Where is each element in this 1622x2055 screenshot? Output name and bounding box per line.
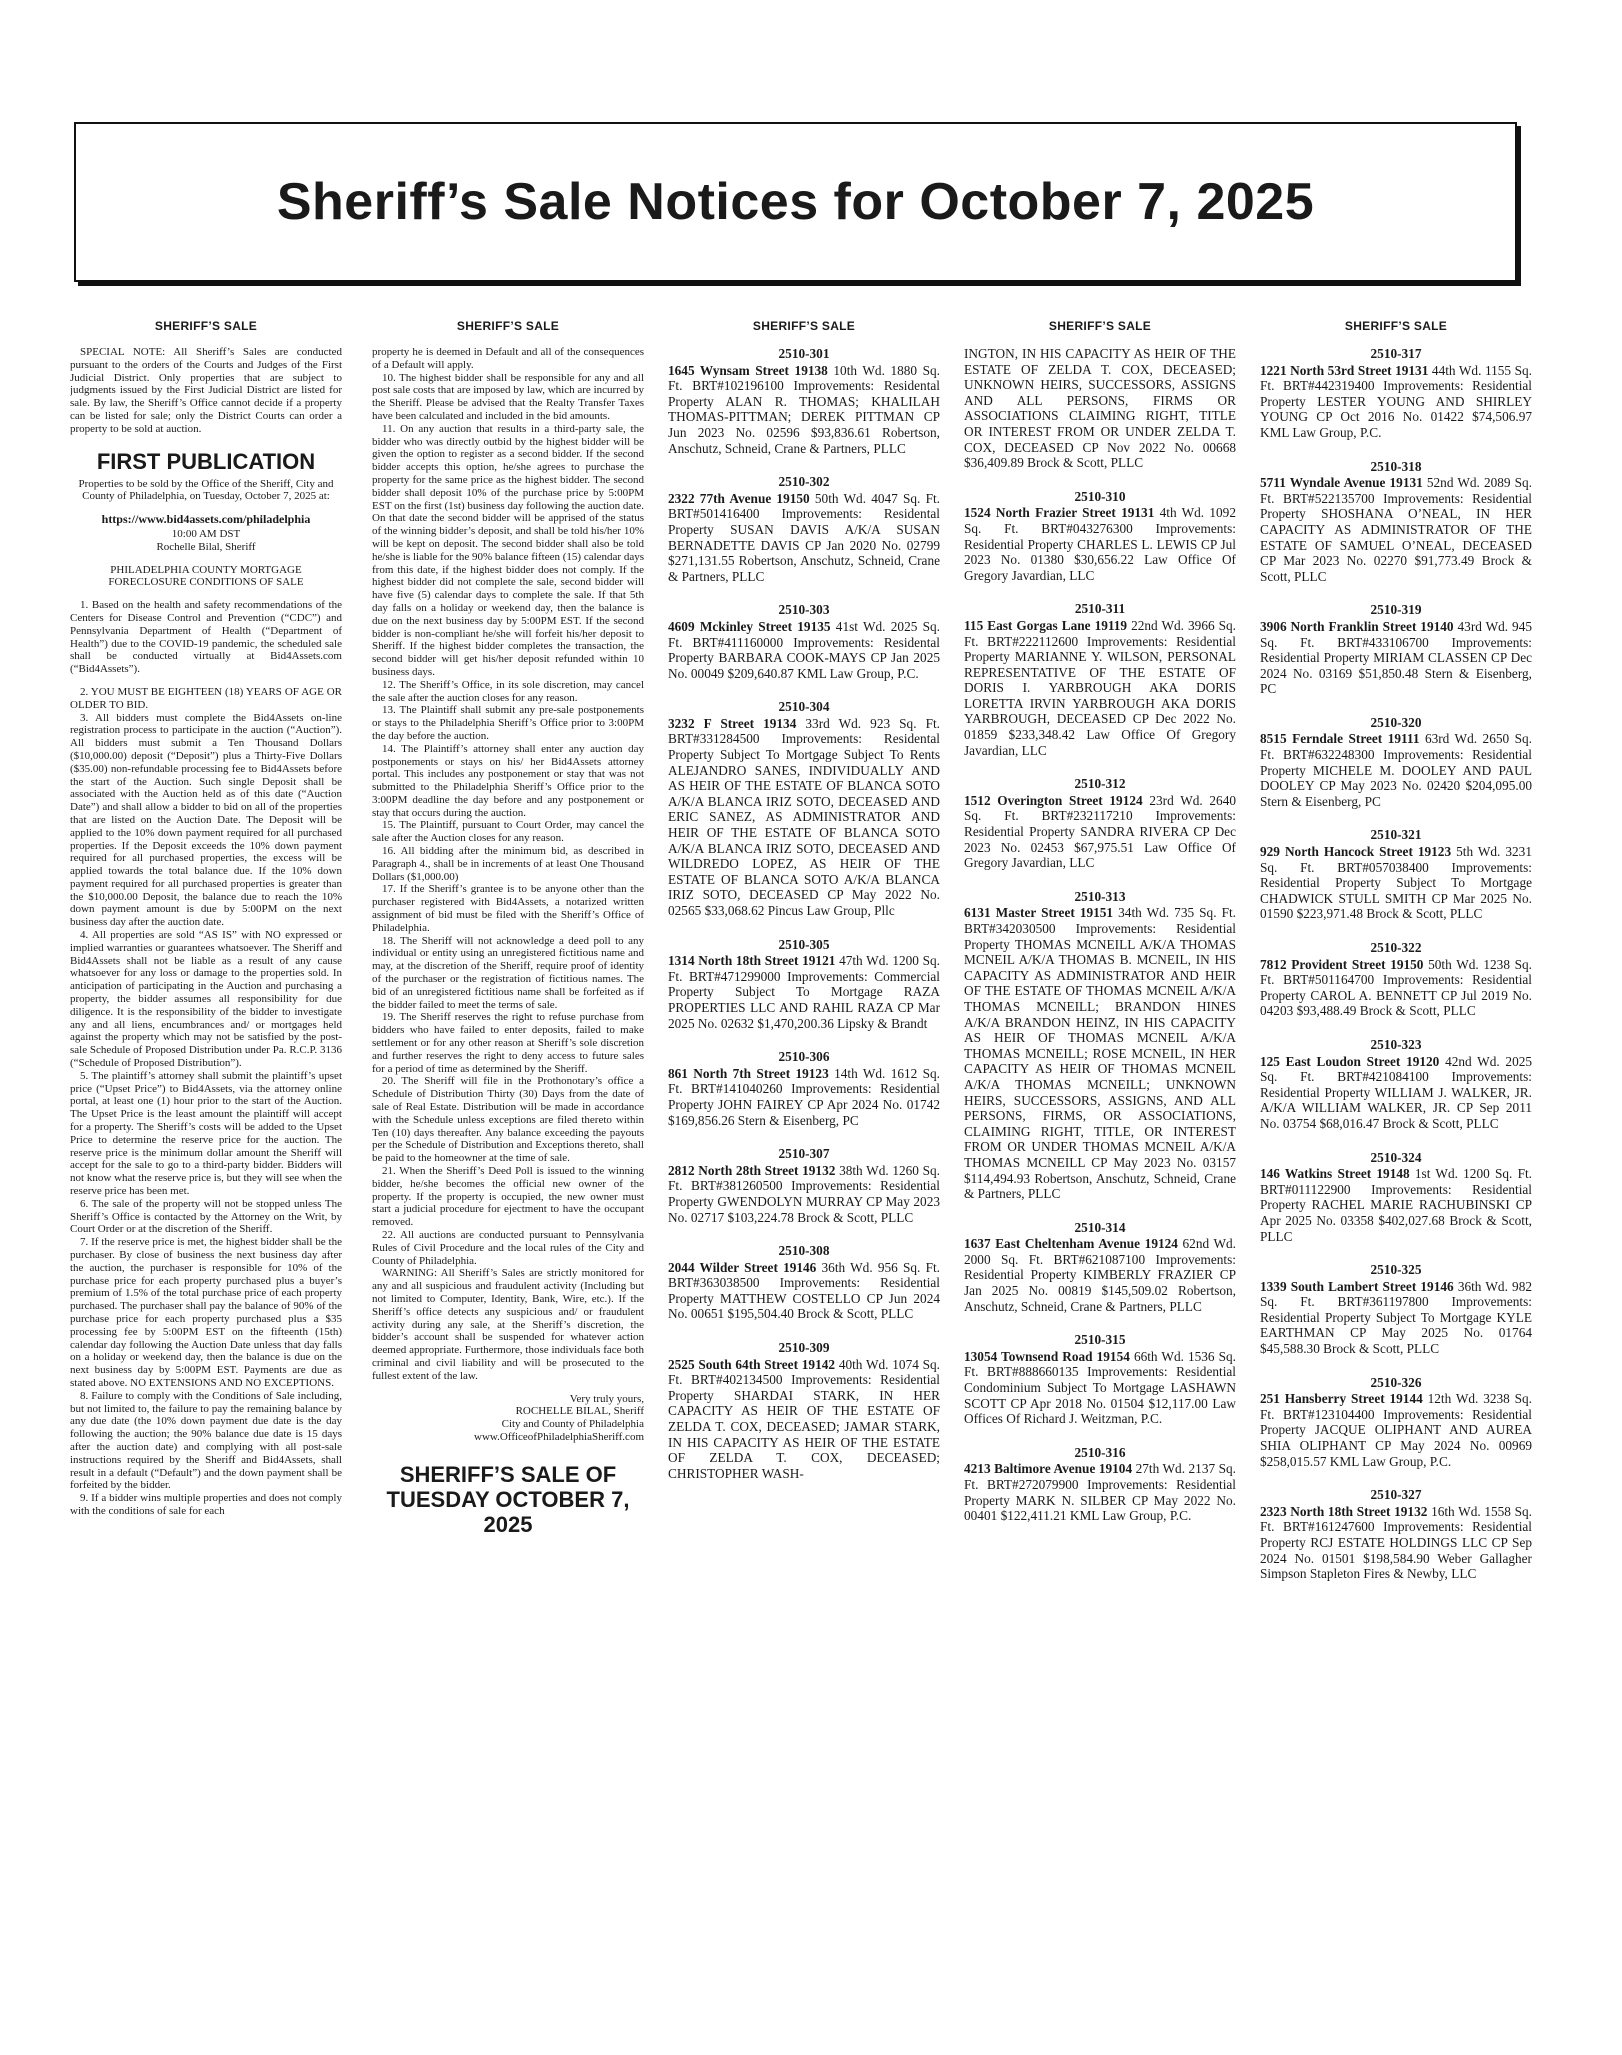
listing-details: 38th Wd. 1260 Sq. Ft. BRT#381260500 Improvements: Residential Property GWENDOLYN MURRAY CP May 2023 No. 02717 $103,224.78 Brock & Scott, PLLC	[668, 1162, 940, 1225]
condition-13: 13. The Plaintiff shall submit any pre-sale postponements or stays to the Philadelphia Sheriff’s Office prior to 3:00PM the day before the auction.	[372, 704, 644, 742]
listing-body	[964, 1349, 1236, 1427]
condition-12: 12. The Sheriff’s Office, in its sole discretion, may cancel the sale after the auction closes for any reason.	[372, 678, 644, 704]
listing-details: 40th Wd. 1074 Sq. Ft. BRT#402134500 Improvements: Residential Property SHARDAI STARK, IN HER CAPACITY AS HEIR OF THE ESTATE OF ZELDA T. COX, DECEASED; JAMAR STARK, IN HIS CAPACITY AS HEIR OF THE ESTATE OF ZELDA T. COX, DECEASED; CHRISTOPHER WASH-	[668, 1356, 940, 1481]
sale-date-promo: SHERIFF’S SALE OF TUESDAY OCTOBER 7, 2025	[386, 1461, 630, 1537]
listing-body	[668, 619, 940, 681]
listing-number: 2510-323	[1370, 1036, 1422, 1052]
listing-details: 62nd Wd. 2000 Sq. Ft. BRT#621087100 Improvements: Residential Property KIMBERLY FRAZIER CP Jan 2025 No. 00819 $145,509.02 Robertson, Anschutz, Schneid, Crane & Partners, PLLC	[964, 1236, 1236, 1314]
listing-details: 36th Wd. 956 Sq. Ft. BRT#363038500 Improvements: Residential Property MATTHEW COSTELLO CP Jun 2024 No. 00651 $195,504.40 Brock & Scott, PLLC	[668, 1259, 940, 1322]
page-title: Sheriff’s Sale Notices for October 7, 2025	[276, 173, 1315, 231]
listing-number: 2510-326	[1370, 1374, 1422, 1390]
listing-number: 2510-306	[778, 1049, 830, 1065]
listing-address: 8515 Ferndale Street 19111	[1260, 731, 1420, 747]
condition-22: 22. All auctions are conducted pursuant to Pennsylvania Rules of Civil Procedure and the local rules of the City and County of Philadelphia.	[372, 1228, 644, 1267]
listing-number: 2510-319	[1370, 602, 1422, 618]
condition-2: 2. YOU MUST BE EIGHTEEN (18) YEARS OF AGE OR OLDER TO BID.	[70, 685, 342, 711]
listing-body	[1260, 363, 1532, 441]
condition-15: 15. The Plaintiff, pursuant to Court Order, may cancel the sale after the Auction closes for any reason.	[372, 819, 644, 845]
listing-body	[964, 905, 1236, 1201]
sale-listing	[668, 1146, 940, 1225]
listing-details: 12th Wd. 3238 Sq. Ft. BRT#123104400 Improvements: Residential Property JACQUE OLIPHANT AND AUREA SHIA OLIPHANT CP May 2024 No. 00969 $258,015.57 KML Law Group, P.C.	[1260, 1391, 1532, 1469]
continued-listing: INGTON, IN HIS CAPACITY AS HEIR OF THE ESTATE OF ZELDA T. COX, DECEASED; UNKNOWN HEIRS, SUCCESSORS, ASSIGNS AND ALL PERSONS, FIRMS OR ASSOCIATIONS CLAIMING RIGHT, TITLE OR INTEREST FROM OR UNDER ZELDA T. COX, DECEASED CP Nov 2022 No. 00668 $36,409.89 Brock & Scott, PLLC	[964, 346, 1236, 471]
column-3	[668, 318, 940, 2038]
listing-number: 2510-316	[1074, 1444, 1126, 1460]
sale-listing	[668, 1243, 940, 1322]
condition-11: 11. On any auction that results in a third-party sale, the bidder who was directly outbid by the highest bidder will be given the option to register as a second bidder. If the second bidder accepts this option, he/she agrees to purchase the property for the same price as the highest bidder. The second bidder shall deposit 10% of the purchase price by 5:00PM EST on the first (1st) business day following the auction date. On that date the second bidder will be apprised of the status of the winning bidder’s deposit, and shall be told his/her 10% will be kept on deposit. The second bidder shall also be told he/she is liable for the 90% balance fifteen (15) calendar days from this date, if the highest bidder does not comply. If the highest bidder did not complete the sale, second bidder will have five (5) calendar days to complete the sale. If that 5th day falls on a holiday or weekend day, then the balance is due on the next business day by 5:00PM EST. If the second bidder is non-compliant he/she will forfeit his/her deposit to Sheriff. If the highest bidder completes the transaction, the second bidder will get his/her deposit refunded within 10 business days.	[372, 422, 644, 678]
closing: Very truly yours,	[569, 1392, 644, 1405]
listing-body	[668, 1357, 940, 1482]
listing-number: 2510-313	[1074, 888, 1126, 904]
condition-1: 1. Based on the health and safety recommendations of the Centers for Disease Control and Prevention (“CDC”) and Pennsylvania Department of Health (“Department of Health”) due to the COVID-19 pandemic, the scheduled sale shall be conducted virtually at Bid4Assets.com (“Bid4Assets”).	[70, 599, 342, 676]
auction-time: 10:00 AM DST	[171, 527, 241, 540]
listing-body	[1260, 1504, 1532, 1582]
sale-listing	[1260, 827, 1532, 922]
listing-details: 14th Wd. 1612 Sq. Ft. BRT#141040260 Improvements: Residential Property JOHN FAIREY CP Apr 2024 No. 01742 $169,856.26 Stern & Eisenberg, PC	[668, 1065, 940, 1128]
listing-address: 1221 North 53rd Street 19131	[1260, 362, 1429, 378]
listing-body	[668, 953, 940, 1031]
sheriff-name: Rochelle Bilal, Sheriff	[156, 540, 256, 553]
listing-body	[1260, 731, 1532, 809]
listing-body	[668, 716, 940, 919]
listing-address: 1637 East Cheltenham Avenue 19124	[964, 1236, 1178, 1252]
listing-address: 7812 Provident Street 19150	[1260, 956, 1424, 972]
condition-17: 17. If the Sheriff’s grantee is to be anyone other than the purchaser registered with Bid4Assets, a notarized written assignment of bid must be filed with the Sheriff’s Office of Philadelphia.	[372, 883, 644, 934]
sale-listing	[964, 1332, 1236, 1427]
listing-address: 6131 Master Street 19151	[964, 905, 1114, 921]
sale-listing	[964, 489, 1236, 584]
first-publication-heading: FIRST PUBLICATION	[96, 448, 316, 474]
listing-body	[668, 363, 940, 457]
listing-number: 2510-308	[778, 1243, 830, 1259]
title-banner	[74, 122, 1517, 282]
listing-details: 22nd Wd. 3966 Sq. Ft. BRT#222112600 Improvements: Residential Property MARIANNE Y. WILSON, PERSONAL REPRESENTATIVE OF THE ESTATE OF DORIS I. YARBROUGH AKA DORIS LORETTA IRVIN YARBROUGH AKA DORIS YARBROUGH, DECEASED CP Dec 2022 No. 01859 $233,348.42 Law Office Of Gregory Javardian, LLC	[964, 617, 1236, 758]
listing-details: 41st Wd. 2025 Sq. Ft. BRT#411160000 Improvements: Residental Property BARBARA COOK-MAYS CP Jan 2025 No. 00049 $209,640.87 KML Law Group, P.C.	[668, 618, 940, 681]
listing-number: 2510-324	[1370, 1149, 1422, 1165]
conditions-text-part2	[372, 346, 644, 1537]
listing-body	[1260, 475, 1532, 584]
listing-number: 2510-327	[1370, 1487, 1422, 1503]
listing-number: 2510-311	[1074, 601, 1126, 617]
listing-number: 2510-315	[1074, 1332, 1126, 1348]
listing-body	[668, 1066, 940, 1128]
listing-body	[964, 793, 1236, 871]
listing-body	[964, 505, 1236, 583]
conditions-title: PHILADELPHIA COUNTY MORTGAGE FORECLOSURE CONDITIONS OF SALE	[108, 563, 304, 589]
column-4	[964, 318, 1236, 2038]
listing-number: 2510-304	[778, 699, 830, 715]
sale-listing	[668, 699, 940, 918]
sale-listing	[964, 1220, 1236, 1315]
listing-number: 2510-317	[1370, 346, 1422, 361]
condition-5: 5. The plaintiff’s attorney shall submit the plaintiff’s upset price (“Upset Price”) to Bid4Assets, via the attorney online portal, at least one (1) hour prior to the start of the Auction. The Upset Price is the least amount the plaintiff will accept for a property. The Sheriff’s costs will be added to the Upset Price to determine the reserve price for the auction. The reserve price is the minimum dollar amount the Sheriff will accept for the sale to go to a third-party bidder. Bidders will not know what the reserve price is, but they will see when the reserve price has been met.	[70, 1069, 342, 1198]
sale-listing	[964, 601, 1236, 758]
listing-details: 50th Wd. 1238 Sq. Ft. BRT#501164700 Improvements: Residential Property CAROL A. BENNETT CP Jul 2019 No. 04203 $93,488.49 Brock & Scott, PLLC	[1260, 956, 1532, 1019]
listing-body	[668, 1163, 940, 1225]
listing-number: 2510-312	[1074, 776, 1126, 792]
listing-details: 4th Wd. 1092 Sq. Ft. BRT#043276300 Improvements: Residential Property CHARLES L. LEWIS CP Jul 2023 No. 01380 $30,656.22 Law Office Of Gregory Javardian, LLC	[964, 505, 1236, 583]
listing-details: 44th Wd. 1155 Sq. Ft. BRT#442319400 Improvements: Residential Property LESTER YOUNG AND SHIRLEY YOUNG CP Oct 2016 No. 01422 $74,506.97 KML Law Group, P.C.	[1260, 362, 1532, 440]
listing-number: 2510-309	[778, 1340, 830, 1356]
listing-body	[1260, 1279, 1532, 1357]
listing-details: 43rd Wd. 945 Sq. Ft. BRT#433106700 Improvements: Residential Property MIRIAM CLASSEN CP Dec 2024 No. 03169 $51,850.48 Stern & Eisenberg, PC	[1260, 618, 1532, 697]
column-2	[372, 318, 644, 2038]
listing-address: 1512 Overington Street 19124	[964, 792, 1143, 808]
listing-body	[1260, 1054, 1532, 1132]
condition-9: 9. If a bidder wins multiple properties and does not comply with the conditions of sale for each	[70, 1492, 342, 1517]
sale-listing	[964, 776, 1236, 871]
warning-paragraph: WARNING: All Sheriff’s Sales are strictly monitored for any and all suspicious and fraudulent activity (Including but not limited to Computer, Identity, Bank, Wire, etc.). If the Sheriff’s office detects any suspicious and/ or fraudulent activity during any sale, at the Sheriff’s discretion, the bidder’s account shall be suspended for whatever action deemed appropriate. Furthermore, those individuals face both criminal and civil liability and will be prosecuted to the fullest extent of the law.	[372, 1267, 644, 1382]
listing-address: 2812 North 28th Street 19132	[668, 1162, 836, 1178]
condition-18: 18. The Sheriff will not acknowledge a deed poll to any individual or entity using an unregistered fictitious name and may, at the discretion of the Sheriff, require proof of identity of the purchaser or the registration of fictitious names. The bid of an unregistered fictitious name shall be forfeited as if the bidder failed to meet the terms of sale.	[372, 934, 644, 1011]
listing-address: 1645 Wynsam Street 19138	[668, 362, 828, 378]
listing-details: 66th Wd. 1536 Sq. Ft. BRT#888660135 Improvements: Residential Condominium Subject To Mortgage LASHAWN SCOTT CP Apr 2018 No. 01504 $12,117.00 Law Offices Of Richard J. Weitzman, P.C.	[964, 1348, 1236, 1427]
listing-number: 2510-321	[1370, 827, 1422, 843]
listing-number: 2510-314	[1074, 1219, 1126, 1235]
sale-listing	[1260, 1375, 1532, 1470]
listing-address: 115 East Gorgas Lane 19119	[964, 617, 1128, 633]
listing-body	[668, 1260, 940, 1322]
listing-number: 2510-318	[1370, 458, 1422, 474]
column-header: SHERIFF’S SALE	[1048, 319, 1152, 333]
sale-listing	[1260, 940, 1532, 1019]
condition-8: 8. Failure to comply with the Conditions of Sale including, but not limited to, the failure to pay the remaining balance by any due date (the 10% down payment due date is the day following the auction; the 90% balance due date is 15 days after the auction date) and complying with all post-sale instructions required by the Sheriff and Bid4Assets, shall result in a default (“Default”) and the down payment shall be forfeited by the bidder.	[70, 1389, 342, 1492]
listing-details: 36th Wd. 982 Sq. Ft. BRT#361197800 Improvements: Residential Property Subject To Mortgage KYLE EARTHMAN CP May 2025 No. 01764 $45,588.30 Brock & Scott, PLLC	[1260, 1278, 1532, 1357]
column-header: SHERIFF’S SALE	[154, 319, 258, 333]
columns	[70, 318, 1550, 2038]
listing-number: 2510-322	[1370, 940, 1422, 955]
sale-listing	[668, 937, 940, 1032]
listing-address: 251 Hansberry Street 19144	[1260, 1391, 1423, 1407]
listing-details: 5th Wd. 3231 Sq. Ft. BRT#057038400 Improvements: Residential Property Subject To Mortgage CHADWICK STULL SMITH CP Mar 2025 No. 01590 $223,971.48 Brock & Scott, PLLC	[1260, 844, 1532, 922]
listing-address: 13054 Townsend Road 19154	[964, 1348, 1130, 1364]
signature-website[interactable]: www.OfficeofPhiladelphiaSheriff.com	[474, 1430, 644, 1443]
listing-address: 2322 77th Avenue 19150	[668, 490, 810, 506]
listing-number: 2510-325	[1370, 1262, 1422, 1278]
listing-number: 2510-305	[778, 936, 830, 952]
condition-20: 20. The Sheriff will file in the Prothonotary’s office a Schedule of Distribution Thirty (30) Days from the date of sale of Real Estate. Distribution will be made in accordance with the Schedule unless exceptions are filed thereto within Ten (10) days thereafter. Any balance exceeding the payouts per the Schedule of Distribution and Exceptions thereto, shall be paid to the homeowner at the time of sale.	[372, 1075, 644, 1165]
condition-9-continued: property he is deemed in Default and all of the consequences of a Default will apply.	[372, 346, 644, 371]
sale-listing	[1260, 1150, 1532, 1245]
listing-address: 125 East Loudon Street 19120	[1260, 1053, 1440, 1069]
listing-body	[1260, 1391, 1532, 1469]
listing-address: 1314 North 18th Street 19121	[668, 953, 836, 969]
auction-url[interactable]: https://www.bid4assets.com/philadelphia	[101, 512, 311, 527]
sale-listing	[1260, 459, 1532, 585]
sale-listing	[668, 602, 940, 681]
listing-address: 2323 North 18th Street 19132	[1260, 1503, 1428, 1519]
condition-14: 14. The Plaintiff’s attorney shall enter any auction day postponements or stays on his/ her Bid4Assets attorney portal. This includes any postponement or stay that was not submitted to the Philadelphia Sheriff’s Office prior to the 3:00PM deadline the day before and any postponement or stay that occurs during the auction.	[372, 742, 644, 819]
listing-body	[1260, 844, 1532, 922]
sale-listing	[1260, 346, 1532, 441]
listing-details: 34th Wd. 735 Sq. Ft. BRT#342030500 Improvements: Residential Property THOMAS MCNEILL A/K/A THOMAS MCNEIL A/K/A THOMAS B. MCNEIL, IN HIS CAPACITY AS ADMINISTRATOR AND HEIR OF THE ESTATE OF THOMAS MCNEIL A/K/A THOMAS MCNEILL; BRANDON HINES A/K/A BRANDON HEINZ, IN HIS CAPACITY AS HEIR OF THOMAS MCNEIL A/K/A THOMAS MCNEILL; ROSE MCNEIL, IN HER CAPACITY AS HEIR OF THOMAS MCNEIL A/K/A THOMAS MCNEILL; UNKNOWN HEIRS, SUCCESSORS, ASSIGNS, AND ALL PERSONS, FIRMS, OR ASSOCIATIONS, CLAIMING RIGHT, TITLE, OR INTEREST FROM OR UNDER THOMAS MCNEIL A/K/A THOMAS MCNEILL CP May 2023 No. 03157 $114,494.93 Robertson, Anschutz, Schneid, Crane & Partners, PLLC	[964, 905, 1236, 1202]
listing-details: 1st Wd. 1200 Sq. Ft. BRT#011122900 Improvements: Residential Property RACHEL MARIE RACHUBINSKI CP Apr 2025 No. 03358 $402,027.68 Brock & Scott, PLLC	[1260, 1166, 1532, 1244]
listing-details: 52nd Wd. 2089 Sq. Ft. BRT#522135700 Improvements: Residential Property SHOSHANA O’NEAL, IN HER CAPACITY AS ADMINISTRATOR OF THE ESTATE OF SAMUEL O’NEAL, DECEASED CP Mar 2023 No. 02270 $91,773.49 Brock & Scott, PLLC	[1260, 475, 1532, 584]
column-header: SHERIFF’S SALE	[1344, 319, 1448, 333]
condition-4: 4. All properties are sold “AS IS” with NO expressed or implied warranties or guarantees whatsoever. The Sheriff and Bid4Assets shall not be liable as a result of any cause whatsoever for any loss or damage to the properties sold. In anticipation of participating in the Auction and purchasing a property, the bidder assumes all responsibility for due diligence. It is the responsibility of the bidder to investigate any and all liens, encumbrances and/ or mortgages held against the property which may not be satisfied by the post-sale Schedule of Proposed Distribution under Pa. R.C.P. 3136 (“Schedule of Proposed Distribution”).	[70, 929, 342, 1070]
sale-listing	[668, 346, 940, 456]
listing-body	[964, 1461, 1236, 1523]
listing-details: 27th Wd. 2137 Sq. Ft. BRT#272079900 Improvements: Residential Property MARK N. SILBER CP May 2022 No. 00401 $122,411.21 KML Law Group, P.C.	[964, 1461, 1236, 1524]
listing-body	[964, 618, 1236, 758]
listing-details: 47th Wd. 1200 Sq. Ft. BRT#471299000 Improvements: Commercial Property Subject To Mortgage RAZA PROPERTIES LLC AND RAHIL RAZA CP Mar 2025 No. 02632 $1,470,200.36 Lipsky & Brandt	[668, 953, 940, 1031]
special-note: SPECIAL NOTE: All Sheriff’s Sales are conducted pursuant to the orders of the Courts and Judges of the First Judicial District. Only properties that are subject to judgments issued by the First Judicial District are listed for sale. By law, the Sheriff’s Office cannot decide if a property can be listed for sale; only the District Courts can order a property to be sold at auction.	[70, 346, 342, 435]
column-header: SHERIFF’S SALE	[752, 319, 856, 333]
column-1	[70, 318, 342, 2038]
listing-address: 2044 Wilder Street 19146	[668, 1259, 817, 1275]
condition-10: 10. The highest bidder shall be responsible for any and all post sale costs that are imposed by law, which are incurred by the Sheriff. Please be advised that the Realty Transfer Taxes have been calculated and included in the bid amounts.	[372, 371, 644, 422]
listing-details: 10th Wd. 1880 Sq. Ft. BRT#102196100 Improvements: Residental Property ALAN R. THOMAS; KHALILAH THOMAS-PITTMAN; DEREK PITTMAN CP Jun 2023 No. 02596 $93,836.61 Robertson, Anschutz, Schneid, Crane & Partners, PLLC	[668, 362, 940, 456]
condition-19: 19. The Sheriff reserves the right to refuse purchase from bidders who have failed to enter deposits, failed to make settlement or for any other reason at Sheriff’s sole discretion and further reserves the right to deny access to future sales for a period of time as determined by the Sheriff.	[372, 1011, 644, 1075]
listing-number: 2510-302	[778, 474, 830, 490]
condition-7: 7. If the reserve price is met, the highest bidder shall be the purchaser. By close of business the next business day after the auction, the purchaser is responsible for 10% of the purchase price for each property purchased plus a buyer’s premium of 1.5% of the total purchase price of each property purchased. The purchaser shall pay the balance of 90% of the purchase price for each property purchased plus a $35 processing fee by 5:00PM EST on the fifteenth (15th) calendar day following the Auction Date unless that day falls on a holiday or weekend day, then the balance is due on the next business day by 5:00PM EST. Payments are due as stated above. NO EXTENSIONS AND NO EXCEPTIONS.	[70, 1236, 342, 1389]
listing-address: 2525 South 64th Street 19142	[668, 1356, 836, 1372]
listing-number: 2510-320	[1370, 714, 1422, 730]
sale-listing	[1260, 1487, 1532, 1582]
condition-21: 21. When the Sheriff’s Deed Poll is issued to the winning bidder, he/she becomes the official new owner of the property. If the property is occupied, the new owner must start a judicial procedure for ejectment to have the occupant removed.	[372, 1165, 644, 1229]
signature-city: City and County of Philadelphia	[501, 1418, 644, 1431]
condition-16: 16. All bidding after the minimum bid, as described in Paragraph 4., shall be in increments of at least One Thousand Dollars ($1,000.00)	[372, 845, 644, 883]
listing-details: 42nd Wd. 2025 Sq. Ft. BRT#421084100 Improvements: Residential Property WILLIAM J. WALKER, JR. A/K/A WILLIAM WALKER, JR. CP Sep 2011 No. 03754 $68,016.47 Brock & Scott, PLLC	[1260, 1053, 1532, 1131]
sale-listing	[668, 1049, 940, 1128]
listing-address: 4213 Baltimore Avenue 19104	[964, 1461, 1133, 1477]
listing-number: 2510-303	[778, 602, 830, 618]
sale-intro: Properties to be sold by the Office of the Sheriff, City and County of Philadelphia, on Tuesday, October 7, 2025 at:	[78, 477, 334, 503]
listing-address: 1339 South Lambert Street 19146	[1260, 1278, 1454, 1294]
sale-listing	[668, 1340, 940, 1481]
listing-address: 5711 Wyndale Avenue 19131	[1260, 475, 1423, 491]
sale-listing	[964, 889, 1236, 1202]
sale-listing	[964, 1445, 1236, 1524]
listing-address: 861 North 7th Street 19123	[668, 1065, 829, 1081]
listing-number: 2510-301	[778, 346, 830, 361]
listing-details: 16th Wd. 1558 Sq. Ft. BRT#161247600 Improvements: Residential Property RCJ ESTATE HOLDINGS LLC CP Sep 2024 No. 01501 $198,584.90 Weber Gallagher Simpson Stapleton Fires & Newby, LLC	[1260, 1503, 1532, 1582]
column-header: SHERIFF’S SALE	[456, 319, 560, 333]
listing-address: 3906 North Franklin Street 19140	[1260, 618, 1454, 634]
sale-listing	[1260, 602, 1532, 697]
listing-body	[1260, 619, 1532, 697]
listing-number: 2510-310	[1074, 488, 1126, 504]
column-5	[1260, 318, 1532, 2038]
listing-details: 33rd Wd. 923 Sq. Ft. BRT#331284500 Improvements: Residental Property Subject To Mortgage Subject To Rents ALEJANDRO SANES, INDIVIDUALLY AND AS HEIR OF THE ESTATE OF BLANCA SOTO A/K/A BLANCA IRIZ SOTO, DECEASED AND ERIC SANEZ, AS ADMINISTRATOR AND HEIR OF THE ESTATE OF BLANCA SOTO A/K/A BLANCA IRIZ SOTO, DECEASED AND WILDREDO LOPEZ, AS HEIR OF THE ESTATE OF BLANCA SOTO A/K/A BLANCA IRIZ SOTO, DECEASED CP May 2022 No. 02565 $33,068.62 Pincus Law Group, Pllc	[668, 715, 940, 918]
sale-listing	[1260, 1037, 1532, 1132]
listing-number: 2510-307	[778, 1146, 830, 1162]
signature-name: ROCHELLE BILAL, Sheriff	[515, 1405, 644, 1418]
listing-details: 23rd Wd. 2640 Sq. Ft. BRT#232117210 Improvements: Residential Property SANDRA RIVERA CP Dec 2023 No. 02453 $67,975.51 Law Office Of Gregory Javardian, LLC	[964, 792, 1236, 871]
sale-listing	[1260, 1262, 1532, 1357]
listing-address: 146 Watkins Street 19148	[1260, 1166, 1410, 1182]
listing-details: 50th Wd. 4047 Sq. Ft. BRT#501416400 Improvements: Residental Property SUSAN DAVIS A/K/A SUSAN BERNADETTE DAVIS CP Jan 2020 No. 02799 $271,131.55 Robertson, Anschutz, Schneid, Crane & Partners, PLLC	[668, 490, 940, 584]
listing-address: 4609 Mckinley Street 19135	[668, 618, 831, 634]
listing-body	[1260, 957, 1532, 1019]
listing-body	[668, 491, 940, 585]
sale-listing	[668, 474, 940, 584]
conditions-text-part1	[70, 346, 342, 1518]
listing-body	[1260, 1166, 1532, 1244]
condition-3: 3. All bidders must complete the Bid4Assets on-line registration process to participate in the auction (“Auction”). All bidders must submit a Ten Thousand Dollars ($10,000.00) deposit (“Deposit”) plus a Thirty-Five Dollars ($35.00) non-refundable processing fee to Bid4Assets before the start of the Auction. Such single Deposit shall be associated with the Auction held as of this date (“Auction Date”) and shall allow a bidder to bid on all of the properties that are listed on the Auction Date. The Deposit will be applied to the 10% down payment required for all purchased properties. If the Deposit exceeds the 10% down payment required for all purchased properties, the excess will be applied towards the total balance due. If the 10% down payment required for all purchased properties is greater than the $10,000.00 Deposit, the balance due to reach the 10% down payment amount is due by 5:00PM on the next business day after the auction date.	[70, 711, 342, 929]
sale-listing	[1260, 715, 1532, 810]
listing-address: 3232 F Street 19134	[668, 715, 797, 731]
listing-address: 1524 North Frazier Street 19131	[964, 505, 1155, 521]
listing-address: 929 North Hancock Street 19123	[1260, 844, 1452, 860]
listing-body	[964, 1236, 1236, 1314]
listing-details: 63rd Wd. 2650 Sq. Ft. BRT#632248300 Improvements: Residential Property MICHELE M. DOOLEY AND PAUL DOOLEY CP May 2023 No. 02420 $204,095.00 Stern & Eisenberg, PC	[1260, 731, 1532, 809]
condition-6: 6. The sale of the property will not be stopped unless The Sheriff’s Office is contacted by the Attorney on the Writ, by Court Order or at the discretion of the Sheriff.	[70, 1197, 342, 1236]
